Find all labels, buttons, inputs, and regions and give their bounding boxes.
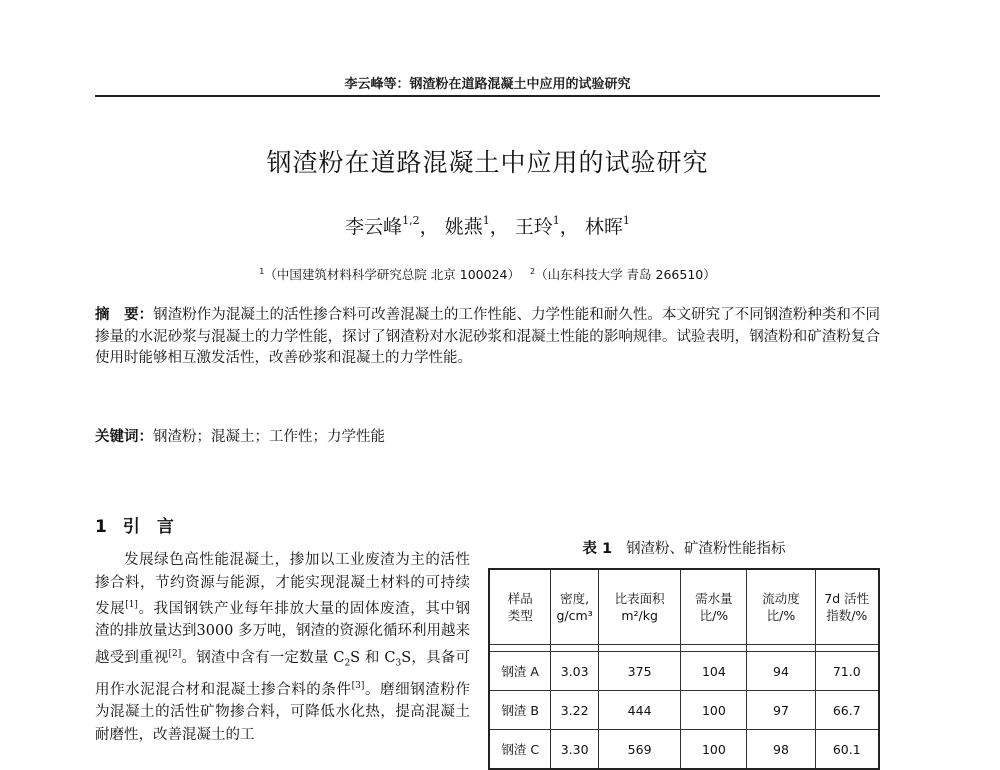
keywords-text: 钢渣粉；混凝土；工作性；力学性能 — [153, 429, 385, 445]
table-cell: 569 — [598, 730, 681, 770]
table-caption — [488, 537, 880, 558]
column-header: 流动度 比/% — [747, 569, 815, 645]
keywords — [95, 425, 880, 446]
table-cell: 104 — [681, 652, 747, 691]
table-cell: 100 — [681, 691, 747, 730]
table-cell: 3.03 — [551, 652, 598, 691]
table-cell: 钢渣 A — [489, 652, 551, 691]
body-paragraph — [95, 549, 470, 746]
author-name: 李云峰 — [345, 216, 403, 238]
properties-table — [488, 568, 880, 770]
table-header-row — [489, 569, 879, 645]
abstract-text: 钢渣粉作为混凝土的活性掺合料可改善混凝土的工作性能、力学性能和耐久性。本文研究了不同钢渣粉种类和不同掺量的水泥砂浆与混凝土的力学性能，探讨了钢渣粉对水泥砂浆和混凝土性能的影响规律。试验表明，钢渣粉和矿渣粉复合使用时能够相互激发活性，改善砂浆和混凝土的力学性能。 — [95, 307, 881, 366]
author-list: 李云峰$^{1,2}$， 姚燕$^1$， 王玲$^1$， 林晖$^1$ — [345, 213, 630, 238]
table-cell: 98 — [747, 730, 815, 770]
author-name: 王玲 — [514, 216, 553, 238]
affiliation: （山东科技大学 青岛 266510） — [535, 267, 716, 282]
table-cell: 100 — [681, 730, 747, 770]
author-affil-mark: 1,2 — [402, 213, 420, 227]
column-header: 7d 活性 指数/% — [815, 569, 879, 645]
subscript: 2 — [344, 658, 351, 669]
author-name: 姚燕 — [444, 216, 483, 238]
table-cell: 3.30 — [551, 730, 598, 770]
citation: [2] — [168, 648, 182, 659]
keywords-label: 关键词： — [95, 429, 153, 445]
table-row — [489, 652, 879, 691]
table-caption-text: 钢渣粉、矿渣粉性能指标 — [626, 541, 786, 557]
abstract — [95, 305, 880, 370]
running-header: 李云峰等：钢渣粉在道路混凝土中应用的试验研究 — [344, 77, 631, 92]
table-cell: 钢渣 B — [489, 691, 551, 730]
column-header: 样品 类型 — [489, 569, 551, 645]
author-affil-mark: 1 — [622, 213, 630, 227]
table-row — [489, 691, 879, 730]
body-text: 。我国钢铁产业每年排放大量的固体废渣，其中钢渣的排放量达到3000 多万吨，钢渣的资源化循环利用越来越受到重视 — [95, 600, 471, 666]
table-cell: 66.7 — [815, 691, 879, 730]
table-cell: 97 — [747, 691, 815, 730]
body-text: 。钢渣中含有一定数量 C — [181, 649, 345, 666]
table-cell: 3.22 — [551, 691, 598, 730]
affil-mark: 1 — [259, 266, 265, 276]
affiliation: （中国建筑材料科学研究总院 北京 100024） — [264, 267, 520, 282]
column-header: 需水量 比/% — [681, 569, 747, 645]
abstract-label: 摘 要： — [95, 307, 154, 323]
affil-mark: 2 — [529, 266, 536, 276]
table-cell: 94 — [747, 652, 815, 691]
table-row — [489, 730, 879, 770]
citation: [3] — [351, 681, 365, 692]
paper-title: 钢渣粉在道路混凝土中应用的试验研究 — [266, 148, 709, 177]
body-text: S 和 C — [350, 649, 396, 666]
table-cell: 375 — [598, 652, 681, 691]
column-header: 比表面积 m²/kg — [598, 569, 681, 645]
subscript: 3 — [395, 658, 402, 669]
section-title: 引 言 — [122, 517, 174, 537]
author-name: 林晖 — [584, 216, 623, 238]
body-text: 发展绿色高性能混凝土，掺加以工业废渣为主的活性掺合料，节约资源与能源，才能实现混凝土材料的可持续发展 — [95, 552, 470, 617]
section-heading — [95, 512, 190, 537]
table-cell: 钢渣 C — [489, 730, 551, 770]
table-cell: 444 — [598, 691, 681, 730]
citation: [1] — [125, 600, 138, 610]
body-text: S，具备可用作水泥混合材和混凝土掺合料的条件 — [95, 649, 471, 698]
affiliations — [95, 265, 880, 283]
table-cell: 60.1 — [815, 730, 879, 770]
table-cell: 71.0 — [815, 652, 879, 691]
table-number: 表 1 — [582, 541, 613, 557]
author-affil-mark: 1 — [482, 213, 490, 227]
body-text: 。磨细钢渣粉作为混凝土的活性矿物掺合料，可降低水化热，提高混凝土耐磨性，改善混凝土的工 — [95, 681, 470, 743]
section-number: 1 — [95, 517, 107, 537]
column-header: 密度, g/cm³ — [551, 569, 598, 645]
header-rule — [95, 95, 880, 97]
author-affil-mark: 1 — [552, 213, 560, 227]
